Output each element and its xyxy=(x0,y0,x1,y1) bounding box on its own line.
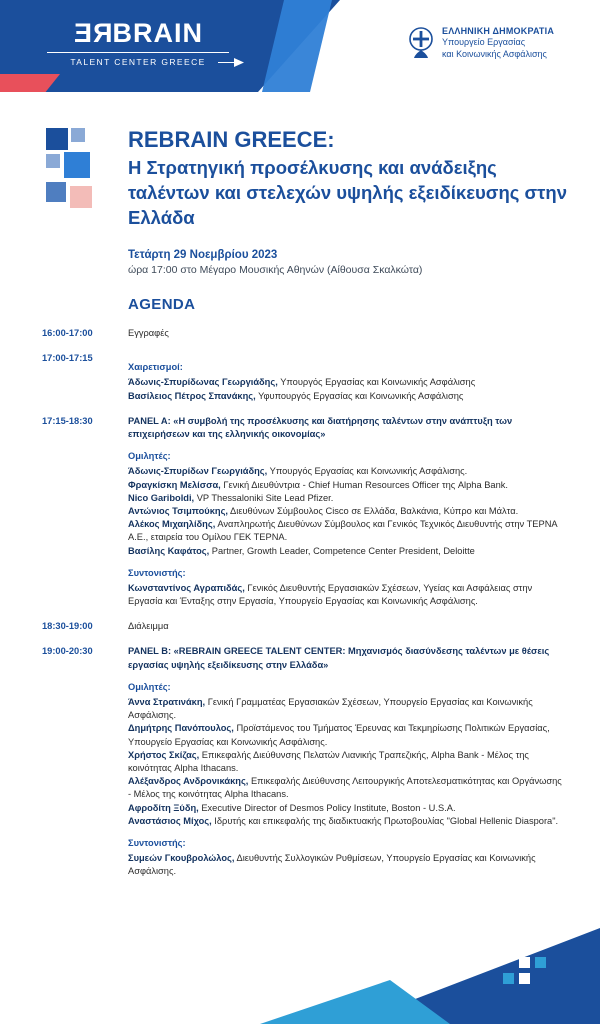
government-text xyxy=(442,26,554,60)
agenda-row xyxy=(42,620,566,633)
square-1 xyxy=(46,128,68,150)
agenda-person xyxy=(128,749,566,775)
person-name: Βασίλης Καφάτος, xyxy=(128,545,210,556)
person-name: Δημήτρης Πανόπουλος, xyxy=(128,723,234,734)
person-name: Αντώνιος Τσιμπούκης, xyxy=(128,505,228,516)
person-role: Διευθυντής Συλλογικών Ρυθμίσεων, Υπουργείο Εργασίας και Κοινωνικής Ασφάλισης. xyxy=(128,853,536,877)
gov-line-1: ΕΛΛΗΝΙΚΗ ΔΗΜΟΚΡΑΤΙΑ xyxy=(442,26,555,36)
agenda-panel-title: PANEL B: «REBRAIN GREECE TALENT CENTER: Μηχανισμός διασύνδεσης ταλέντων με θέσεις εργασίας υψηλής εξειδίκευσης στην Ελλάδα» xyxy=(128,646,550,670)
agenda-section-label: Ομιλητές: xyxy=(128,681,171,692)
page-title: REBRAIN GREECE: xyxy=(128,127,335,152)
agenda-person xyxy=(128,465,566,478)
greek-coat-of-arms-icon xyxy=(408,26,434,58)
footer-square-3 xyxy=(503,973,514,984)
agenda-section-label: Χαιρετισμοί: xyxy=(128,362,183,373)
logo-re-text: RE xyxy=(72,18,113,48)
page-header xyxy=(0,0,600,92)
logo-brain-text: BRAIN xyxy=(112,18,203,48)
person-role: Υφυπουργός Εργασίας και Κοινωνικής Ασφάλισης xyxy=(255,390,464,401)
logo-tagline: TALENT CENTER GREECE xyxy=(70,57,206,67)
person-name: Άδωνις-Σπυρίδων Γεωργιάδης, xyxy=(128,466,268,477)
agenda-person xyxy=(128,775,566,801)
agenda-time: 17:15-18:30 xyxy=(42,415,93,426)
person-name: Άδωνις-Σπυρίδωνας Γεωργιάδης, xyxy=(128,377,278,388)
agenda-person xyxy=(128,545,566,558)
agenda-person xyxy=(128,492,566,505)
person-role: Προϊστάμενος του Τμήματος Έρευνας και Τεκμηρίωσης Πολιτικών Εργασίας, Υπουργείο Εργασίας και Κοινωνικής Ασφάλισης. xyxy=(128,723,550,747)
agenda-body xyxy=(128,415,566,608)
agenda-person xyxy=(128,582,566,608)
person-name: Nico Gariboldi, xyxy=(128,492,195,503)
agenda-person xyxy=(128,852,566,878)
person-name: Αναστάσιος Μίχος, xyxy=(128,815,212,826)
agenda-person xyxy=(128,722,566,748)
agenda-body xyxy=(128,645,566,878)
agenda-body xyxy=(128,327,566,340)
agenda-time: 19:00-20:30 xyxy=(42,646,93,657)
agenda-time: 18:30-19:00 xyxy=(42,621,93,632)
person-role: Επικεφαλής Διεύθυνσης Πελατών Λιανικής Τραπεζικής, Alpha Bank - Μέλος της κοινότητας Alpha Ithacans. xyxy=(128,749,529,773)
person-name: Αλέξανδρος Ανδρονικάκης, xyxy=(128,776,249,787)
person-name: Χρήστος Σκίζας, xyxy=(128,749,200,760)
person-name: Άννα Στρατινάκη, xyxy=(128,697,206,707)
person-role: Γενική Διευθύντρια - Chief Human Resources Officer της Alpha Bank. xyxy=(220,479,508,490)
person-name: Συμεών Γκουβρολώλος, xyxy=(128,853,235,864)
footer-square-2 xyxy=(535,957,546,968)
logo-wordmark xyxy=(38,20,238,47)
page-content xyxy=(0,126,600,878)
agenda-row xyxy=(42,327,566,340)
agenda-row xyxy=(42,415,566,608)
person-role: Υπουργός Εργασίας και Κοινωνικής Ασφάλισης xyxy=(277,377,476,388)
agenda-list xyxy=(0,327,600,878)
agenda-person xyxy=(128,802,566,815)
person-name: Αφροδίτη Ξύδη, xyxy=(128,802,199,813)
square-6 xyxy=(70,186,92,208)
agenda-body xyxy=(128,352,566,403)
logo-tagline-wrap xyxy=(38,57,238,67)
title-block xyxy=(0,126,600,313)
gov-line-3: και Κοινωνικής Ασφάλισης xyxy=(442,48,547,59)
agenda-row xyxy=(42,352,566,403)
square-5 xyxy=(46,182,66,202)
agenda-row xyxy=(42,645,566,878)
square-4 xyxy=(64,152,90,178)
agenda-person xyxy=(128,376,566,389)
person-role: Αναπληρωτής Διευθύνων Σύμβουλος και Γενικός Τεχνικός Διευθυντής στην ΤΕΡΝΑ Α.Ε., εταιρεία του Ομίλου ΓΕΚ ΤΕΡΝΑ. xyxy=(128,519,558,543)
arrow-icon xyxy=(218,54,244,67)
decorative-squares xyxy=(46,128,110,224)
agenda-section-label: Συντονιστής: xyxy=(128,837,186,848)
rebrain-logo xyxy=(38,20,238,67)
agenda-text: Διάλειμμα xyxy=(128,621,169,632)
person-name: Φραγκίσκη Μελίσσα, xyxy=(128,479,221,490)
footer-square-1 xyxy=(519,957,530,968)
person-role: Υπουργός Εργασίας και Κοινωνικής Ασφάλισης. xyxy=(267,466,468,477)
page-subtitle: Η Στρατηγική προσέλκυσης και ανάδειξης ταλέντων και στελεχών υψηλής εξειδίκευσης στην Ελλάδα xyxy=(128,157,568,229)
gov-line-2: Υπουργείο Εργασίας xyxy=(442,37,526,48)
person-role: Executive Director of Desmos Policy Institute, Boston - U.S.A. xyxy=(198,802,456,813)
footer-square-4 xyxy=(519,973,530,984)
square-2 xyxy=(71,128,85,142)
agenda-person xyxy=(128,518,566,544)
person-role: Διευθύνων Σύμβουλος Cisco σε Ελλάδα, Βαλκάνια, Κύπρο και Μάλτα. xyxy=(227,505,519,516)
person-role: Γενικός Διευθυντής Εργασιακών Σχέσεων, Υγείας και Ασφάλειας στην Εργασία και Ένταξης στην Εργασία, Υπουργείο Εργασίας και Κοινωνικής Ασφάλισης. xyxy=(128,582,533,607)
government-branding xyxy=(408,26,554,60)
agenda-section-label: Συντονιστής: xyxy=(128,567,186,578)
person-role: Επικεφαλής Διεύθυνσης Λειτουργικής Αποτελεσματικότητας και Οργάνωσης - Μέλος της κοινότητας Alpha Ithacans. xyxy=(128,776,562,800)
agenda-panel-title: PANEL A: «Η συμβολή της προσέλκυσης και διατήρησης ταλέντων στην ανάπτυξη των επιχειρήσεων και της ελληνικής οικονομίας» xyxy=(128,415,513,439)
person-role: Partner, Growth Leader, Competence Center President, Deloitte xyxy=(209,545,475,556)
agenda-text: Εγγραφές xyxy=(128,328,169,339)
person-name: Βασίλειος Πέτρος Σπανάκης, xyxy=(128,390,256,401)
agenda-time: 17:00-17:15 xyxy=(42,353,93,364)
agenda-heading: AGENDA xyxy=(128,296,196,314)
person-role: Ιδρυτής και επικεφαλής της διαδικτυακής Πρωτοβουλίας "Global Hellenic Diaspora". xyxy=(211,815,559,826)
person-name: Κωνσταντίνος Αγραπιδάς, xyxy=(128,582,245,593)
event-place: ώρα 17:00 στο Μέγαρο Μουσικής Αθηνών (Αίθουσα Σκαλκώτα) xyxy=(128,264,423,277)
logo-divider xyxy=(47,52,229,53)
square-3 xyxy=(46,154,60,168)
agenda-person xyxy=(128,696,566,722)
person-name: Αλέκος Μιχαηλίδης, xyxy=(128,519,216,530)
agenda-person xyxy=(128,815,566,828)
page-footer xyxy=(0,928,600,1024)
agenda-time: 16:00-17:00 xyxy=(42,328,93,339)
agenda-body xyxy=(128,620,566,633)
agenda-person xyxy=(128,505,566,518)
agenda-person xyxy=(128,479,566,492)
agenda-person xyxy=(128,390,566,403)
person-role: Γενική Γραμματέας Εργασιακών Σχέσεων, Υπουργείο Εργασίας και Κοινωνικής Ασφάλισης. xyxy=(128,697,533,721)
agenda-section-label: Ομιλητές: xyxy=(128,451,171,462)
person-role: VP Thessaloniki Site Lead Pfizer. xyxy=(194,492,334,503)
event-date: Τετάρτη 29 Νοεμβρίου 2023 xyxy=(128,249,278,262)
